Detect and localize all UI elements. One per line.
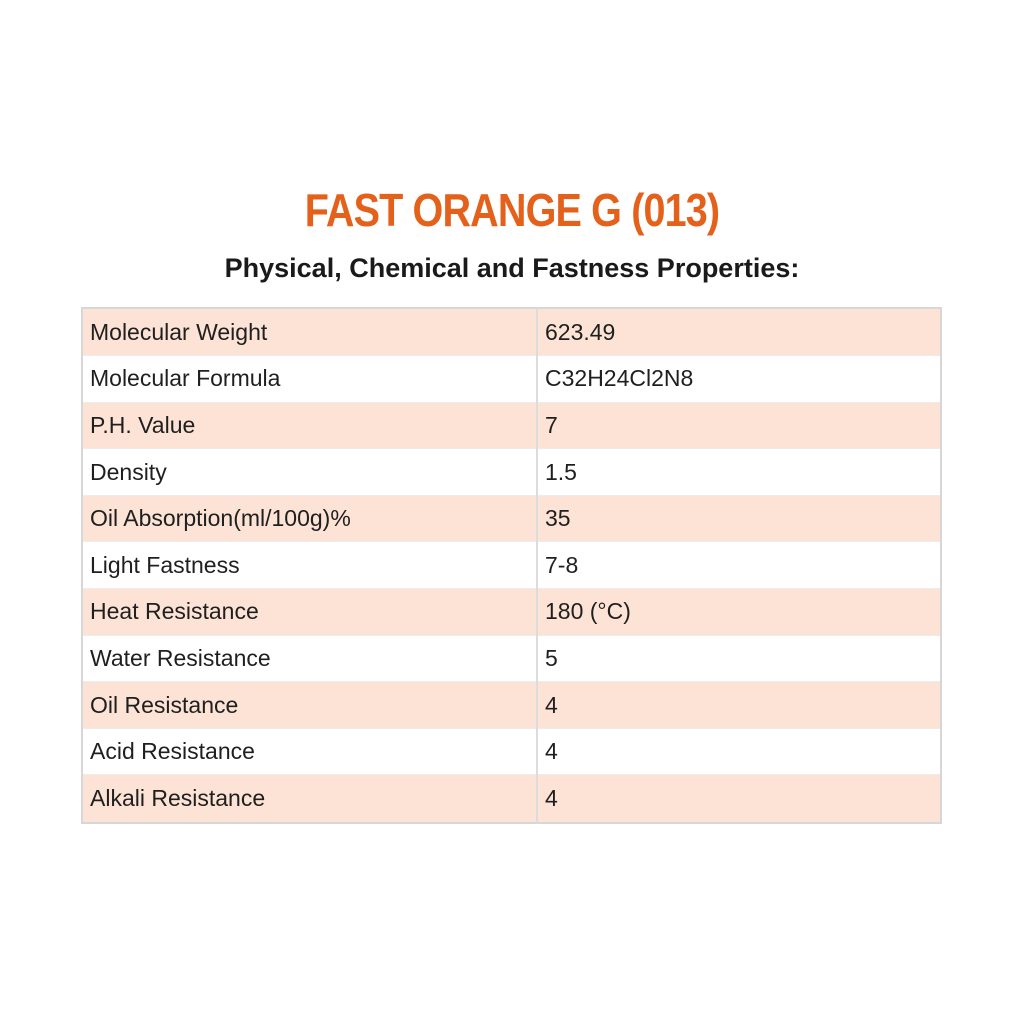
property-value: 5 <box>537 635 940 682</box>
property-value: 1.5 <box>537 449 940 496</box>
table-row <box>83 495 940 542</box>
page-subtitle: Physical, Chemical and Fastness Properties: <box>224 253 800 283</box>
table-row <box>83 356 940 403</box>
property-value: 180 (°C) <box>537 589 940 636</box>
property-value: 4 <box>537 682 940 729</box>
property-name: Oil Resistance <box>83 682 537 729</box>
table-row <box>83 542 940 589</box>
table-row <box>83 728 940 775</box>
property-name: Heat Resistance <box>83 589 537 636</box>
table-row <box>83 309 940 356</box>
property-value: C32H24Cl2N8 <box>537 356 940 403</box>
property-name: Alkali Resistance <box>83 775 537 822</box>
page-title: FAST ORANGE G (013) <box>304 184 720 236</box>
property-value: 7-8 <box>537 542 940 589</box>
property-name: Density <box>83 449 537 496</box>
property-name: Light Fastness <box>83 542 537 589</box>
property-name: Molecular Formula <box>83 356 537 403</box>
property-name: Water Resistance <box>83 635 537 682</box>
table-row <box>83 775 940 822</box>
table-row <box>83 635 940 682</box>
property-value: 4 <box>537 728 940 775</box>
property-value: 35 <box>537 495 940 542</box>
property-name: Molecular Weight <box>83 309 537 356</box>
property-name: Acid Resistance <box>83 728 537 775</box>
properties-table <box>81 307 942 824</box>
property-name: Oil Absorption(ml/100g)% <box>83 495 537 542</box>
property-name: P.H. Value <box>83 402 537 449</box>
property-value: 7 <box>537 402 940 449</box>
table-row <box>83 449 940 496</box>
table-row <box>83 589 940 636</box>
property-value: 623.49 <box>537 309 940 356</box>
table-row <box>83 402 940 449</box>
table-row <box>83 682 940 729</box>
property-value: 4 <box>537 775 940 822</box>
